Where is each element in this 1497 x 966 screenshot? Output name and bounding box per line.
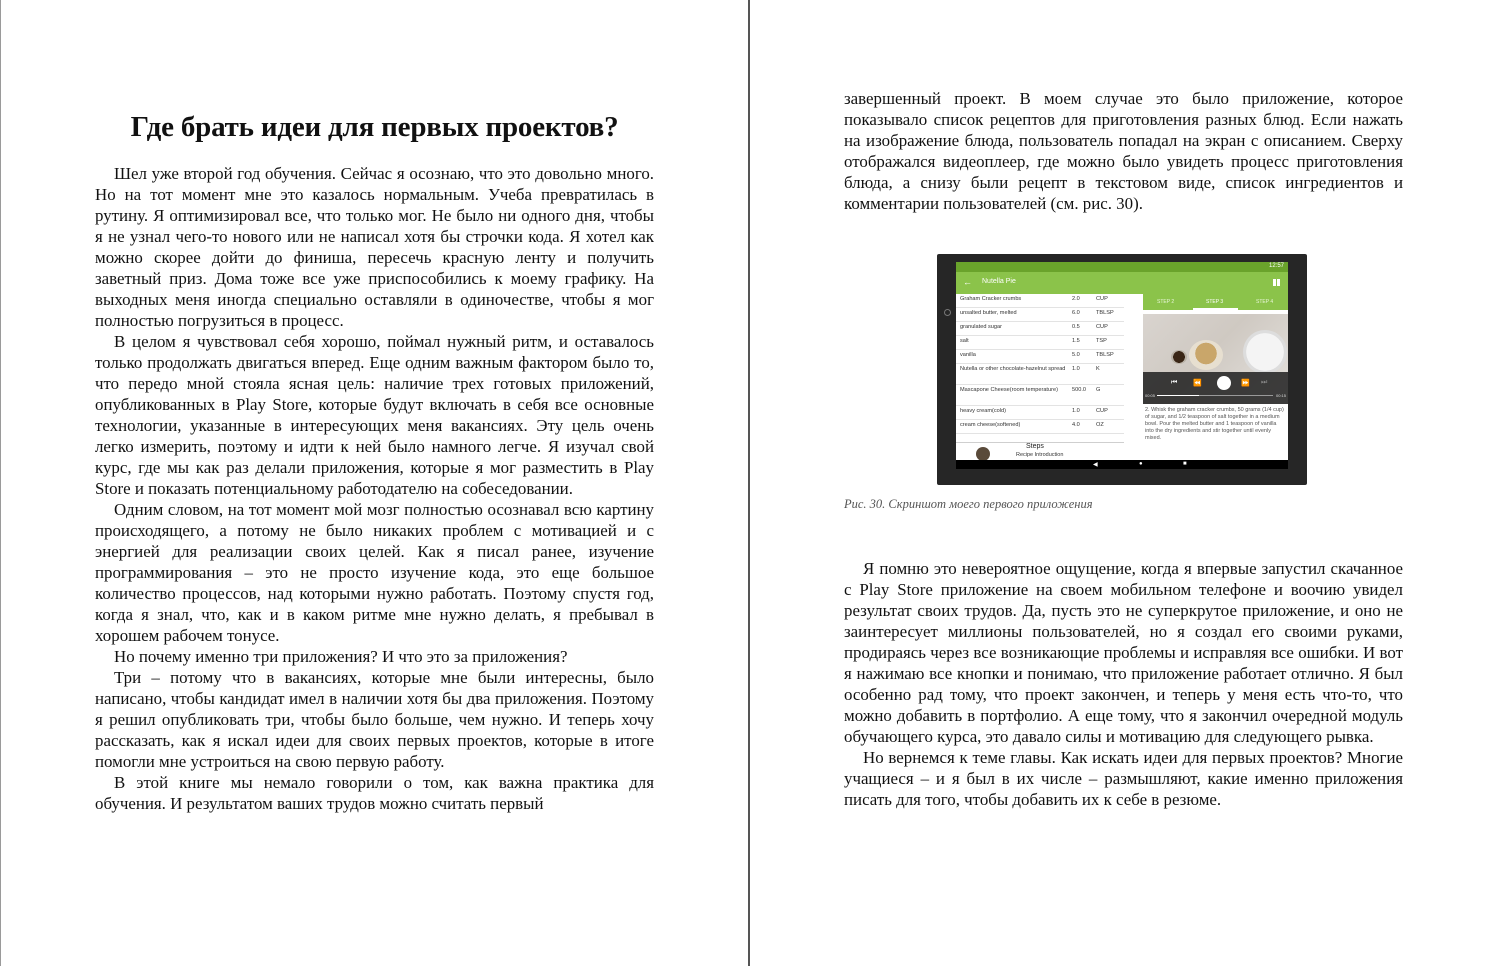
- active-tab-indicator: [1193, 308, 1238, 310]
- ingredient-name: unsalted butter, melted: [960, 310, 1017, 316]
- video-frame-bowl: [1171, 350, 1187, 364]
- ingredient-qty: 2.0: [1072, 296, 1080, 302]
- ingredient-name: salt: [960, 338, 969, 344]
- right-page-top-text: [844, 88, 1403, 214]
- paragraph: Я помню это невероятное ощущение, когда я впервые запустил скачанное с Play Store приложение на своем мобильном телефоне и воочию увидел результат своих трудов. Да, пусть это не суперкрутое приложение, и оно не заинтересует миллионы пользователей, но я создал его своими руками, продираясь через все возникающие проблемы и исправляя все ошибки. И вот я нажимаю все кнопки и понимаю, что приложение работает отлично. Я был особенно рад тому, что проект закончен, и теперь у меня есть что-то, что можно добавить в портфолио. А еще тому, что я закончил очередной модуль обучающего курса, это давало силы и мотивацию для следующего рывка.: [844, 559, 1403, 746]
- steps-section: [956, 442, 1124, 461]
- video-player: [1143, 314, 1288, 404]
- play-icon: [1217, 376, 1231, 390]
- ingredient-qty: 6.0: [1072, 310, 1080, 316]
- figure-caption: Рис. 30. Скриншот моего первого приложения: [844, 497, 1093, 511]
- ingredient-row: [956, 364, 1124, 385]
- back-arrow-icon: ←: [963, 277, 972, 287]
- video-controls: [1143, 372, 1288, 404]
- nav-back-icon: ◀: [1093, 462, 1098, 468]
- ingredient-row: [956, 294, 1124, 308]
- android-nav-bar: [956, 460, 1288, 469]
- ingredient-unit: G: [1096, 387, 1101, 393]
- ingredient-row: [956, 308, 1124, 322]
- grid-icon: [1273, 279, 1280, 286]
- ingredient-row: [956, 420, 1124, 434]
- paragraph: В целом я чувствовал себя хорошо, поймал нужный ритм, и оставалось только продолжать двигаться вперед. Еще одним важным фактором было то, что передо мной стояла ясная цель: наличие трех готовых приложений, опубликованных в Play Store, которые будут включать в себя все основные технологии, указанные в интересующих меня вакансиях. Эту цель очень легко измерить, поэтому и идти к ней было намного легче. Я изучал свой курс, где мы как раз делали приложения, которые я мог разместить в Play Store и показать потенциальному работодателю на собеседовании.: [95, 332, 654, 498]
- video-time-end: 00:15: [1276, 393, 1287, 398]
- ingredient-qty: 1.0: [1072, 408, 1080, 414]
- ingredient-qty: 1.5: [1072, 338, 1080, 344]
- tab-step-3: STEP 3: [1206, 299, 1224, 305]
- ingredient-qty: 1.0: [1072, 366, 1080, 372]
- tab-step-2: STEP 2: [1157, 299, 1175, 305]
- left-page-body: [95, 163, 654, 814]
- ingredient-unit: CUP: [1096, 324, 1108, 330]
- right-page-bottom-text: [844, 558, 1403, 810]
- left-page: [95, 0, 654, 966]
- step-tabs: [1143, 294, 1288, 310]
- paragraph-continuation: завершенный проект. В моем случае это было приложение, которое показывало список рецептов для приготовления разных блюд. Если нажать на изображение блюда, пользователь попадал на экран с описанием. Сверху отображался видеоплеер, где можно было увидеть процесс приготовления блюда, а снизу были рецепт в текстовом виде, список ингредиентов и комментарии пользователей (см. рис. 30).: [844, 89, 1403, 213]
- ingredient-name: granulated sugar: [960, 324, 1002, 330]
- paragraph: Три – потому что в вакансиях, которые мне были интересны, было написано, чтобы кандидат имел в наличии хотя бы два приложения. Поэтому я решил опубликовать три, чтобы было больше, чем нужно. И теперь хочу рассказать, как я искал идеи для своих первых проектов, которые в итоге помогли мне устроиться на свою первую работу.: [95, 668, 654, 771]
- steps-title: Steps: [1026, 443, 1044, 450]
- paragraph: Но вернемся к теме главы. Как искать идеи для первых проектов? Многие учащиеся – и я был в их числе – размышляют, какие именно приложения писать для того, чтобы добавить их к себе в резюме.: [844, 748, 1403, 809]
- ingredient-row: [956, 385, 1124, 406]
- ingredient-unit: OZ: [1096, 422, 1104, 428]
- ingredient-qty: 0.5: [1072, 324, 1080, 330]
- video-seekbar-progress: [1157, 395, 1199, 396]
- skip-next-icon: ⏭: [1261, 379, 1268, 386]
- app-title: Nutella Pie: [982, 278, 1016, 285]
- ingredient-qty: 500.0: [1072, 387, 1086, 393]
- ingredient-unit: TSP: [1096, 338, 1107, 344]
- step-thumbnail: [976, 447, 990, 461]
- ingredient-name: Nutella or other chocolate-hazelnut spread: [960, 366, 1066, 372]
- status-time: 12:57: [1268, 263, 1284, 269]
- app-screen: [956, 262, 1288, 469]
- step-description: 2. Whisk the graham cracker crumbs, 50 grams (1/4 cup) of sugar, and 1/2 teaspoon of salt together in a medium bowl. Pour the melted butter and 1 teaspoon of vanilla into the dry ingredients and stir together until evenly mixed.: [1145, 407, 1284, 441]
- ingredient-list: [956, 294, 1124, 434]
- camera-icon: [944, 309, 951, 316]
- status-bar: [956, 262, 1288, 272]
- paragraph: Но почему именно три приложения? И что это за приложения?: [114, 647, 568, 666]
- book-gutter: [748, 0, 750, 966]
- ingredient-unit: TBLSP: [1096, 310, 1114, 316]
- steps-item: Recipe Introduction: [1016, 452, 1064, 458]
- paragraph: В этой книге мы немало говорили о том, как важна практика для обучения. И результатом ваших трудов можно считать первый: [95, 773, 654, 813]
- paragraph: Шел уже второй год обучения. Сейчас я осознаю, что это довольно много. Но на тот момент мне это казалось нормальным. Учеба превратилась в рутину. Я оптимизировал все, что только мог. Не было ни одного дня, чтобы я не узнал чего-то нового или не написал хотя бы строчки кода. Я хотел как можно скорее дойти до финиша, пересечь красную ленту и получить заветный приз. Дома тоже все уже приспособились к моему графику. На выходных меня иногда специально оставляли в одиночестве, чтобы я мог полностью погрузиться в процесс.: [95, 164, 654, 330]
- fast-forward-icon: ⏩: [1241, 380, 1250, 387]
- video-frame-bowl: [1189, 340, 1223, 370]
- right-page: [844, 0, 1403, 966]
- page-edge: [0, 0, 1, 966]
- video-frame-bowl: [1243, 330, 1287, 374]
- ingredient-name: Mascapone Cheese(room temperature): [960, 387, 1058, 393]
- app-bar: [956, 272, 1288, 294]
- ingredient-unit: TBLSP: [1096, 352, 1114, 358]
- ingredient-unit: K: [1096, 366, 1100, 372]
- rewind-icon: ⏪: [1193, 380, 1202, 387]
- chapter-title: Где брать идеи для первых проектов?: [130, 111, 619, 143]
- ingredient-row: [956, 322, 1124, 336]
- ingredient-name: cream cheese(softened): [960, 422, 1021, 428]
- ingredient-row: [956, 406, 1124, 420]
- nav-home-icon: ●: [1139, 461, 1143, 467]
- ingredient-row: [956, 336, 1124, 350]
- ingredient-unit: CUP: [1096, 296, 1108, 302]
- video-time-start: 00:05: [1145, 393, 1156, 398]
- tab-step-4: STEP 4: [1256, 299, 1274, 305]
- skip-previous-icon: ⏮: [1171, 379, 1178, 386]
- ingredient-name: heavy cream(cold): [960, 408, 1007, 414]
- ingredient-unit: CUP: [1096, 408, 1108, 414]
- nav-recents-icon: ■: [1183, 461, 1187, 467]
- tablet-screenshot-figure: [937, 254, 1307, 485]
- paragraph: Одним словом, на тот момент мой мозг полностью осознавал всю картину происходящего, а потому не было никаких проблем с мотивацией и с энергией для реализации своих целей. Как я писал ранее, изучение программирования – это не просто изучение кода, это еще большое количество процессов, над которыми нужно работать. Поэтому спустя год, когда я знал, что, как и в каком ритме мне нужно делать, я пребывал в хорошем рабочем тонусе.: [95, 500, 654, 645]
- ingredient-qty: 4.0: [1072, 422, 1080, 428]
- ingredient-name: vanilla: [960, 352, 976, 358]
- ingredient-qty: 5.0: [1072, 352, 1080, 358]
- ingredient-name: Graham Cracker crumbs: [960, 296, 1022, 302]
- ingredient-row: [956, 350, 1124, 364]
